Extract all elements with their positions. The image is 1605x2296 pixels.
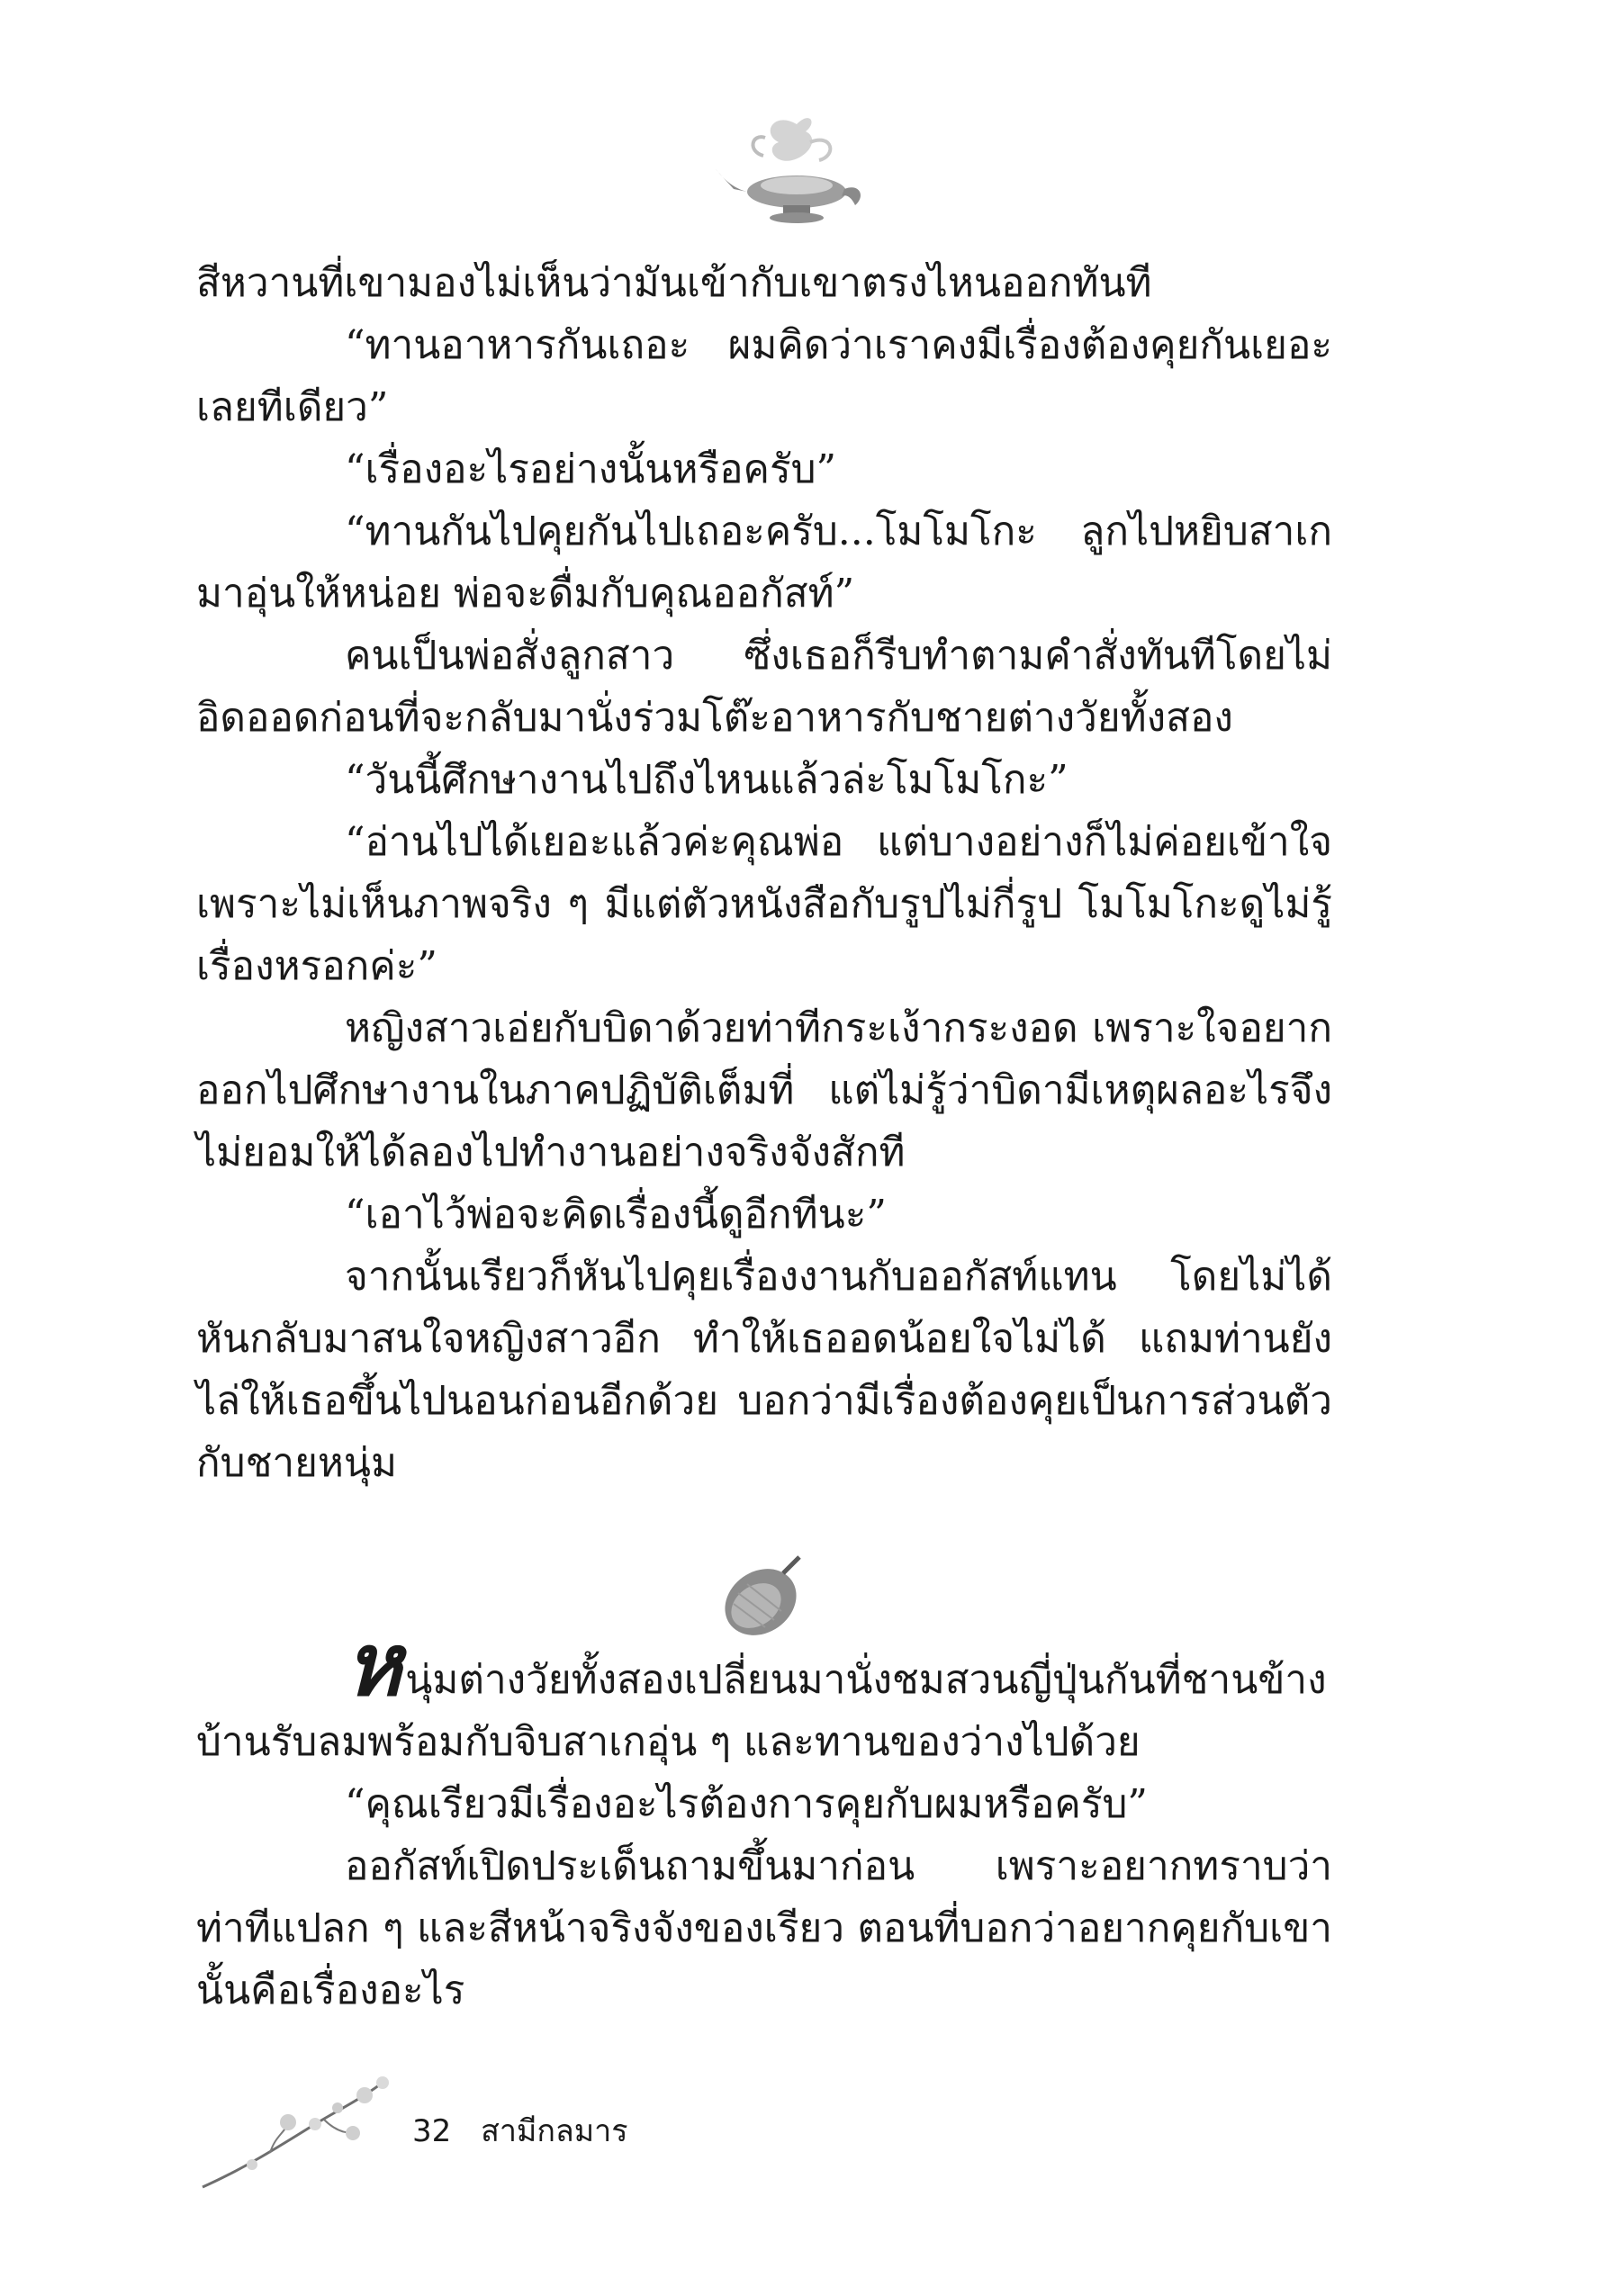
paragraph-4: “ทานกันไปคุยกันไปเถอะครับ...โมโมโกะ ลูกไปหยิบสาเกมาอุ่นให้หน่อย พ่อจะดื่มกับคุณออกัสท์” [196, 509, 1332, 617]
paragraph-1: สีหวานที่เขามองไม่เห็นว่ามันเข้ากับเขาตรงไหนออกทันที [196, 260, 1152, 306]
paragraph-5: คนเป็นพ่อสั่งลูกสาว ซึ่งเธอก็รีบทำตามคำสั่งทันทีโดยไม่อิดออดก่อนที่จะกลับมานั่งร่วมโต๊ะอาหารกับชายต่างวัยทั้งสอง [196, 633, 1332, 741]
page-number: 32 [412, 2113, 452, 2149]
section-2-paragraph-2: “คุณเรียวมีเรื่องอะไรต้องการคุยกับผมหรือครับ” [345, 1781, 1148, 1827]
page-footer [412, 2106, 628, 2155]
section-2-paragraph-3: ออกัสท์เปิดประเด็นถามขึ้นมาก่อน เพราะอยากทราบว่าท่าทีแปลก ๆ และสีหน้าจริงจังของเรียว ตอนที่บอกว่าอยากคุยกับเขานั้นคือเรื่องอะไร [196, 1843, 1332, 2013]
durian-icon [711, 1548, 810, 1647]
paragraph-9: “เอาไว้พ่อจะคิดเรื่องนี้ดูอีกทีนะ” [345, 1192, 887, 1238]
paragraph-10: จากนั้นเรียวก็หันไปคุยเรื่องงานกับออกัสท์แทน โดยไม่ได้หันกลับมาสนใจหญิงสาวอีก ทำให้เธออดน้อยใจไม่ได้ แถมท่านยังไล่ให้เธอขึ้นไปนอนก่อนอีกด้วย บอกว่ามีเรื่องต้องคุยเป็นการส่วนตัวกับชายหนุ่ม [196, 1254, 1332, 1486]
paragraph-3: “เรื่องอะไรอย่างนั้นหรือครับ” [345, 446, 837, 492]
drop-cap: ห [345, 1614, 402, 1715]
first-paragraph-rest: นุ่มต่างวัยทั้งสองเปลี่ยนมานั่งชมสวนญี่ปุ่นกันที่ชานข้างบ้านรับลมพร้อมกับจิบสาเกอุ่น ๆ และทานของว่างไปด้วย [196, 1657, 1327, 1765]
body-text [196, 252, 1332, 1494]
section-2-text [196, 1614, 1332, 2021]
blossom-branch-icon [198, 2070, 396, 2196]
section-2-first-paragraph [196, 1614, 1332, 1773]
paragraph-2: “ทานอาหารกันเถอะ ผมคิดว่าเราคงมีเรื่องต้องคุยกันเยอะเลยทีเดียว” [196, 322, 1332, 430]
paragraph-6: “วันนี้ศึกษางานไปถึงไหนแล้วล่ะโมโมโกะ” [345, 757, 1068, 803]
magic-lamp-icon [711, 106, 873, 232]
paragraph-8: หญิงสาวเอ่ยกับบิดาด้วยท่าทีกระเง้ากระงอด เพราะใจอยากออกไปศึกษางานในภาคปฏิบัติเต็มที่ แต่ไม่รู้ว่าบิดามีเหตุผลอะไรจึงไม่ยอมให้ได้ลองไปทำงานอย่างจริงจังสักที [196, 1005, 1332, 1175]
book-title: สามีกลมาร [481, 2113, 628, 2149]
paragraph-7: “อ่านไปได้เยอะแล้วค่ะคุณพ่อ แต่บางอย่างก็ไม่ค่อยเข้าใจเพราะไม่เห็นภาพจริง ๆ มีแต่ตัวหนังสือกับรูปไม่กี่รูป โมโมโกะดูไม่รู้เรื่องหรอกค่ะ” [196, 819, 1332, 989]
